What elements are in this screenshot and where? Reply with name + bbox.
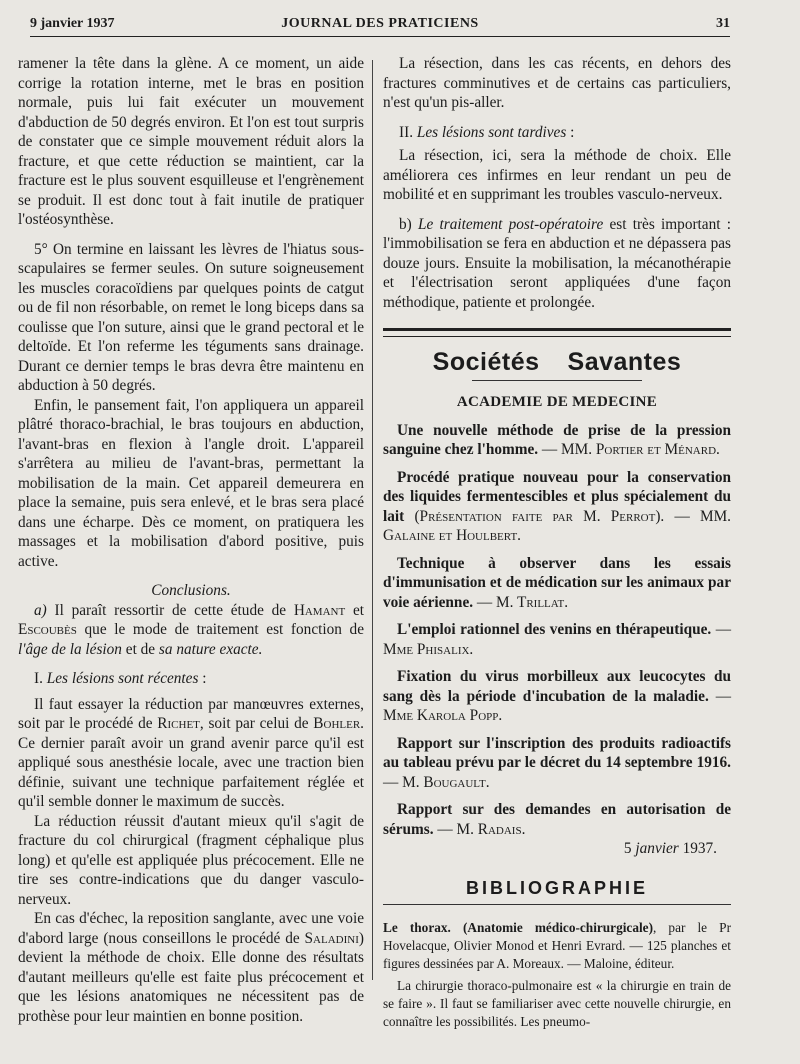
author-name: Escoubès	[18, 621, 77, 638]
paragraph: 5° On termine en laissant les lèvres de l'hiatus sous-scapulaires se fermer seules. On suture soigneusement les muscles coracoïdiens par quelques points de catgut ou de fil non résorbable, on remet le long biceps dans sa coulisse que l'on suture, ainsi que le grand pectoral et le deltoïde. Et l'on referme les téguments sans drainage. Durant ce dernier temps le bras devra être maintenu en abduction à 50 degrés.	[18, 240, 364, 394]
paragraph: La résection, dans les cas récents, en dehors des fractures comminutives et de certains cas particuliers, n'est qu'un pis-aller.	[383, 55, 731, 111]
academie-heading: ACADEMIE DE MEDECINE	[456, 394, 658, 410]
page-number: 31	[716, 16, 730, 31]
biblio-entry: Le thorax. (Anatomie médico-chirurgicale), par le Pr Hovelacque, Olivier Monod et Henri Evrard. — 125 planches et figures dessinées par A. Moreaux. — Maloine, éditeur.	[383, 920, 731, 971]
section-rule	[383, 904, 731, 905]
right-column	[383, 54, 731, 1031]
author-name: Richet	[157, 715, 200, 732]
section-rule	[383, 328, 731, 337]
list-item: Rapport sur l'inscription des produits radioactifs au tableau prévu par le décret du 14 septembre 1916. — M. Bougault.	[383, 734, 731, 791]
paragraph: La chirurgie thoraco-pulmonaire est « la chirurgie en train de se faire ». Il faut se familiariser avec cette nouvelle chirurgie, en connaître les possibilités. Les pneumo-	[383, 978, 731, 1029]
subsection-heading: II. Les lésions sont tardives :	[399, 123, 575, 141]
paragraph: La réduction réussit d'autant mieux qu'il s'agit de fracture du col chirurgical (fragment céphalique plus long) et qu'elle est appliquée plus précocement. Elle ne tire ses contre-indications que du danger vasculo-nerveux.	[18, 812, 364, 908]
societes-savantes-heading: Sociétés Savantes	[432, 348, 682, 376]
paragraph: ramener la tête dans la glène. A ce moment, un aide corrige la rotation interne, met le bras en position normale, puis lui fait exécuter un mouvement d'abduction de 50 degrés environ. Et l'on est tout surpris de constater que ce simple mouvement réduit alors la fracture, et que cette réduction se maintient, car la fracture est le plus souvent esquilleuse et l'engrènement se produit. Il est donc tout à fait inutile de pratiquer l'ostéosynthèse.	[18, 55, 364, 228]
paragraph: En cas d'échec, la reposition sanglante, avec une voie d'abord large (nous conseillons le procédé de Saladini) devient la méthode de choix. Elle donne des résultats d'autant meilleurs qu'elle est faite plus précocement et que les lésions anatomiques ne nécessitent pas de prothèse pour leur maintien en bonne position.	[18, 910, 364, 1025]
subsection-heading: I. Les lésions sont récentes :	[34, 670, 207, 687]
section-heading-conclusions: Conclusions.	[151, 582, 231, 599]
page-header	[30, 14, 730, 37]
list-item: Procédé pratique nouveau pour la conservation des liquides fermentescibles et plus spécialement du lait (Présentation faite par M. Perrot). — MM. Galaine et Houlbert.	[383, 468, 731, 544]
journal-title: JOURNAL DES PRATICIENS	[281, 16, 479, 31]
paragraph: Enfin, le pansement fait, l'on appliquera un appareil plâtré thoraco-brachial, le bras toujours en abduction, l'avant-bras en flexion à l'angle droit. L'appareil s'arrêtera au milieu de l'avant-bras, permettant la mobilisation de la main. Cet appareil demeurera en place la semaine, puis sera enlevé, et le bras sera placé dans une écharpe. Dès ce moment, on pratiquera les massages et la mobilisation d'abord positive, puis active.	[18, 396, 364, 570]
report-date: 5 janvier 1937.	[623, 840, 717, 857]
paragraph: a) Il paraît ressortir de cette étude de Hamant et Escoubès que le mode de traitement est fonction de l'âge de la lésion et de sa nature exacte.	[18, 601, 364, 658]
paragraph: b) Le traitement post-opératoire est très important : l'immobilisation se fera en abduction et ne dépassera pas douze jours. Ensuite la mobilisation, la mécanothérapie et l'électrisation seront appliquées d'une façon méthodique, patiente et prolongée.	[383, 215, 731, 311]
list-item: Une nouvelle méthode de prise de la pression sanguine chez l'homme. — MM. Portier et Ménard.	[383, 421, 731, 458]
emphasis: sa nature exacte.	[158, 640, 263, 658]
list-item: L'emploi rationnel des venins en thérapeutique. — Mme Phisalix.	[383, 621, 731, 658]
emphasis: l'âge de la lésion	[18, 640, 122, 658]
list-marker: a)	[34, 601, 47, 619]
list-item: Fixation du virus morbilleux aux leucocytes du sang dès la période d'incubation de la maladie. — Mme Karola Popp.	[383, 668, 732, 724]
heading-underline	[472, 380, 642, 381]
author-name: Bohler	[313, 715, 361, 732]
paragraph: La résection, ici, sera la méthode de choix. Elle améliorera ces infirmes en leur rendant un peu de mobilité et en supprimant les troubles vasculo-nerveux.	[383, 147, 731, 203]
column-divider	[372, 60, 373, 980]
bibliographie-heading: BIBLIOGRAPHIE	[465, 877, 648, 898]
list-item: Rapport sur des demandes en autorisation de sérums. — M. Radais.	[383, 801, 731, 838]
issue-date: 9 janvier 1937	[30, 16, 115, 31]
paragraph: Il faut essayer la réduction par manœuvres externes, soit par le procédé de Richet, soit par celui de Bohler. Ce dernier paraît avoir un grand avenir parce qu'il est appliqué sous anesthésie locale, avec une traction bien définie, suivant une technique parfaitement réglée et qu'il semble donner le maximum de succès.	[18, 695, 364, 810]
left-column	[18, 54, 364, 1026]
author-name: Hamant	[293, 601, 346, 619]
list-item: Technique à observer dans les essais d'immunisation et de médication sur les animaux par voie aérienne. — M. Trillat.	[383, 554, 731, 611]
author-name: Saladini	[304, 929, 359, 947]
